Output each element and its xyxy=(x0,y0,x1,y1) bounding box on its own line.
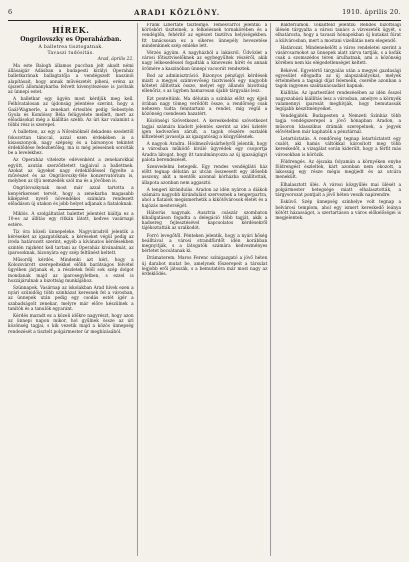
article-paragraph: Közönségi Szövetkezet. A kereskedelmi szövetkezet tagjai számára kiadott jelentés szerint az idei üzletév igen kedvezően zárult, a tagok részére osztalék kifizetését javasolja az igazgatóság a közgyűlésnek. xyxy=(141,119,268,141)
article-paragraph: A tengeri kirándulás. Aradon az idén nyáron a diákok számára nagyobb kirándulást szerveznek a tengerpartra, ahol a fiatalok megismerhetik a kikötővárosok életét és a hajózás mesterségét. xyxy=(141,187,268,209)
article-paragraph: Kérdés maradt ez a közeli időkre nagyrészt, hogy azon az ünnepi napon mikor, hol gyűlnek össze az úri közönség tagjai, s kik vezetik majd a közös ünnepség rendezését a tisztelt polgármester úr megbízásából. xyxy=(8,313,134,335)
article-paragraph: Drámaterem. Maros Ferenc színigazgató a jövő héten új darabot mutat be, amelynek főszerepeit a társulat legjobb erői játsszák, s a bemutatóra már most nagy az érdeklődés. xyxy=(141,256,268,277)
article-paragraph: Ezt ponteltünk. Ma délután a színház előtt egy éjjeli órában nagy tömeg verődött össze, a rendőrség csak nehezen tudta fenntartani a rendet, míg végül a közönség csendesen hazatért. xyxy=(141,96,268,118)
article-paragraph: Határozat. Mindenekelőtt a város rendeletei szerint a vásárcsarnokot az ünnepek alatt zárva tartják, s a kofák csak a szomszédos téren árulhatnak, ami a közönség körében nem kis elégedetlenséget keltett. xyxy=(275,45,402,67)
article-paragraph: Műsordíj kérdés. Mindenki azt kéri, hogy a Kolozsvárott szerepeltekkel előbb barátságos felvétel ügyében járjanak el, a részletek felől sok szép dolgot mondanak majd az iparosegyletben, s ezzel is hozzájárulnak a bizottság munkájához. xyxy=(8,257,134,284)
article-paragraph: Esküvő. Szép ünnepség színhelye volt tegnap a belvárosi templom, ahol egy ismert kereskedő leánya kötött házasságot, a szertartáson a város előkelőségei is megjelentek. xyxy=(275,200,402,221)
article-subkicker: Tavaszi tudósítás. xyxy=(47,51,95,56)
article-paragraph: Kiállítás. Az ipartestület rendezésében az idén ősszel nagyszabású kiállítás lesz a városban, amelyre a környék valamennyi iparosát meghívják, hogy bemutassák legújabb készítményeiket. xyxy=(275,91,402,113)
page-number: 6 xyxy=(8,8,13,16)
article-paragraph: A nagyok Aradra. Hódmezővásárhelyről jelentik, hogy a városban működő kiváló ügyvédek egy csoportja Aradra látogat, hogy itt tanulmányozza az új igazságügyi palota berendezését. xyxy=(141,142,268,163)
article-paragraph: Vendégjáték. Budapesten a Nemzeti Színház több tagja vendégszerepel a jövő hónapban Aradon, a műsoron klasszikus drámák szerepelnek, a jegyek elővételben már kaphatók a pénztárnál. xyxy=(275,114,402,135)
newspaper-title: ARADI KÖZLÖNY. xyxy=(134,7,221,17)
divider xyxy=(58,209,84,210)
article-paragraph: Frank Libertate tiszteimje. Temesvárról jelentik: a körösköri tiszteinek, a felkelésnek tornakörében és a vendéglőn, fehérítő az egészet tisztítva helyiségekben. Itt tanácsosan ez a sikeres ünnepély bevezetése mindenkinek szép emléke lett. xyxy=(141,23,268,49)
article-kicker: A balletrea tisztogatnak. xyxy=(38,45,104,50)
article-paragraph: Szünnapok. Vasárnap az iskolakban Arad hívek ezen a nyári szünidőig több szinházat keresnek fel a városban, az ünnepek után pedig egy csodás estét ígér a szabadságolt zenekar, melyre már előre készülnek a tanítók és a tanulók egyaránt. xyxy=(8,285,134,312)
article-paragraph: Háborús nagynak. Ausztria császár szombaton kihallgatáson fogadta a delegáció több tagját, akik a hadsereg fejlesztésével kapcsolatos kérdésekről tájékoztatták az uralkodót. xyxy=(141,210,268,232)
column-left xyxy=(8,23,138,556)
article-paragraph: Elhalasztott ülés. A városi közgyűlés mai ülését a polgármester betegsége miatt elhalasztották, a tárgysorozat pontjait a jövő héten veszik napirendre. xyxy=(275,182,402,199)
article-paragraph: Bod az adminisztráció. Bizonyos pénzügyi kérdések miatt a megyei számvevőség tisztviselői egy nagyobb kötetet állítottak össze, melyet egy állandó bizottság ellenőriz, s az ügyben hamarosan újabb tárgyalás lesz. xyxy=(141,73,268,95)
newspaper-page xyxy=(8,6,401,556)
article-paragraph: Ma este Balogh államos puccban jelt akadt némi állásaigár Adásban a budapesti királyi Operaház balletkarának ballagtatőja a vendégszelt kaszinói alapításait, hogy annak művészetét piheni, erénx az újszerű állománykarba felvett kivenyitezésse is javítsák az ünnepi estet. xyxy=(8,64,134,96)
article-paragraph: Békével. Egyetértő tárgyalás után a megyei gazdasági egyesület elfogadta az új alapszabályokat, melyek értelmében a tagsági díjat felemelik, cserébe azonban a tagok ingyenes szaktanácsadást kapnak. xyxy=(275,68,402,90)
dateline: Arad, április 22. xyxy=(97,57,134,62)
article-paragraph: Letartóztatás. A rendőrség tegnap letartóztatott egy csalót, aki hamis váltókkal károsított meg több kereskedőt, a vizsgálat során kiderült, hogy a férfit más városokban is körözik. xyxy=(275,137,402,158)
masthead xyxy=(8,6,401,21)
article-paragraph: Miklós. A szolgáltatást balettet jelentést kiáltja ez a 10-es az állítás egy ritkán látott, kedves vasárnapi estére. xyxy=(8,212,134,228)
article-paragraph: Vérzés ágyúm. A nagyházból a lakásról. Üdvözlet a városi főtisztviselőknek az egybegyűltek részéről, akik nagy lelkesedéssel fogadták a kinevezés hírét és annak örömére a kaszinóban ünnepi vacsorát rendeztek. xyxy=(141,51,268,72)
article-paragraph: Tíz óra közeli ünnepeleke. Nagyváradról jelentik a kéréseket az igazgatóknak, a kéréseket végül pedig az iroda határozott szerint, egyéb a kívánatos kérdésekben szintén rajzként kell tartani az Operaház kívánalmát, az iparosoknak, bizonyára egy szép feltűnést keltett. xyxy=(8,229,134,256)
article-paragraph: Szenvedelmi betegeik. Egy rendes vendéglátó ház előtt tegnap délután az utcán összeesett egy idősebb asszony, akit a mentők azonnal kórházba szállítottak, állapota azonban nem aggasztó. xyxy=(141,165,268,186)
article-paragraph: Baktériumok. Tokaiffeld jelentik: Rendes bizottsági ülésén tárgyalta a városi tanács a vízvezeték ügyét, s elhatározta, hogy a tavaszi hónapokban új kutakat fúrat a külvárosban, mert a mostani vízellátás nem elegendő. xyxy=(275,23,402,44)
article-paragraph: Forró levegőtől. Pénteken jelentik, hogy a nyári hőség beálltával a városi strandfürdőt idén korábban megnyitják, s a látogatók számára kedvezményes bérletet bocsátanak ki. xyxy=(141,233,268,255)
article-paragraph: Ongrilovszkynak most már azzal tartotta a kenyérkereset tervét, hogy a zenekarba magasabb kiképzést nyerő növendékei számára rendezett előadáson új utakon és jobb helyet adjanak a fiataloknak. xyxy=(8,186,134,208)
article-paragraph: A balletkar egy ügyén most kérdjük meg kell. Felhívatalosan az újdonság jelentése szerint, hogy a Gaál-Wagnerle, a zenekari értesítés pedig Sebestyén Gyula és Komlóssy Béla felügyelete mellett, mert az előadásokat még a kiállítás szebb. Az úri kar valamint a többi rész is szerepel. xyxy=(8,97,134,129)
columns xyxy=(8,23,401,556)
column-middle xyxy=(142,23,272,556)
article-paragraph: Földrengés. Az éjszaka folyamán a környéken enyhe földrengést észleltek, kárt azonban nem okozott, a lakosság egy része mégis megijedt és az utcára menekült. xyxy=(275,159,402,181)
section-heading: HÍREK. xyxy=(52,25,90,35)
issue-date: 1910. április 20. xyxy=(342,8,401,16)
article-paragraph: Az Operaház vitelezte edévenként a zenekarokkal együtt, azután szerződtetett tagjaival a ballettnek. Azokat az ügyeket nagy érdeklődéssel figyelte a művészet és az Ongrilovszky-féle konzervatórium is, melyben az ifjú nemzedék szól ma és a jövőben is. xyxy=(8,158,134,185)
column-right xyxy=(275,23,401,556)
article-heading: Ongrilovszky es Operaházban. xyxy=(20,36,122,43)
article-paragraph: A balletten, az egy a Nőrelnöknél dekadens ezedettől fokozottan tánccal, azzal ezen érdekében is a kisasszonyok, nagy szépség és a bársonyos tekintet érdeklődése fedezhetőleg, ma is még jeleseinek sorolták be a levelekhez. xyxy=(8,130,134,157)
